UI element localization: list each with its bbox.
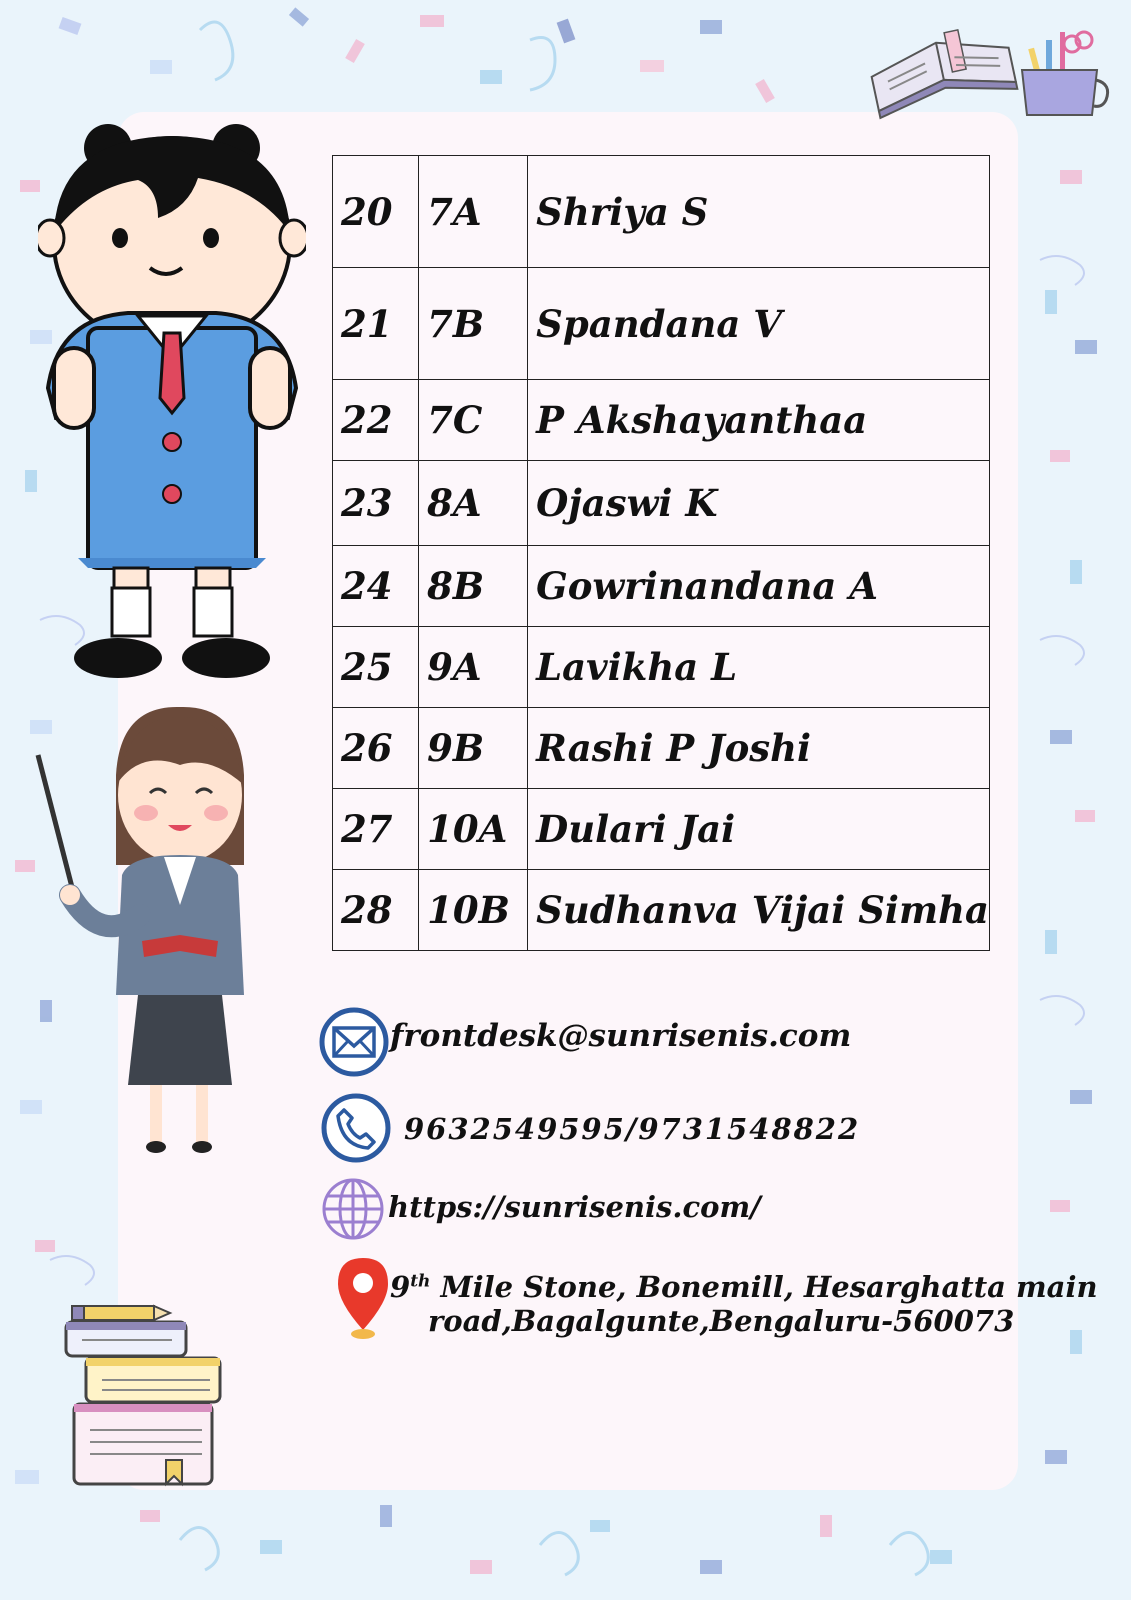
table-row [333,789,990,870]
class-cell: 7A [419,156,528,268]
address-ordinal-suffix: th [410,1271,431,1292]
table-row [333,156,990,268]
table-row [333,461,990,546]
address-line-1 [390,1270,1098,1304]
address-sup-number: 9 [390,1270,411,1304]
address-line-2: road,Bagalgunte,Bengaluru-560073 [428,1304,1015,1338]
student-name-cell: Sudhanva Vijai Simha [528,870,990,951]
schoolgirl-illustration [38,118,306,688]
student-name-cell: Rashi P Joshi [528,708,990,789]
student-name-cell: Shriya S [528,156,990,268]
address-line-1-text: Mile Stone, Bonemill, Hesarghatta main [430,1270,1098,1304]
class-cell: 10B [419,870,528,951]
roll-number-cell: 27 [333,789,419,870]
table-row [333,870,990,951]
roll-number-cell: 26 [333,708,419,789]
class-cell: 7C [419,380,528,461]
student-name-cell: Gowrinandana A [528,546,990,627]
table-row [333,546,990,627]
class-cell: 9A [419,627,528,708]
phone-numbers: 9632549595/9731548822 [404,1112,861,1146]
roll-number-cell: 22 [333,380,419,461]
roll-number-cell: 20 [333,156,419,268]
roll-number-cell: 21 [333,268,419,380]
book-and-pencil-cup-illustration [862,10,1112,120]
email-link[interactable]: frontdesk@sunrisenis.com [390,1018,852,1054]
table-row [333,627,990,708]
roll-number-cell: 25 [333,627,419,708]
website-link[interactable]: https://sunrisenis.com/ [388,1190,761,1224]
table-row [333,268,990,380]
student-name-cell: Lavikha L [528,627,990,708]
student-roster-table [332,155,990,951]
class-cell: 9B [419,708,528,789]
class-cell: 8B [419,546,528,627]
location-pin-icon [336,1256,390,1342]
roll-number-cell: 24 [333,546,419,627]
student-name-cell: P Akshayanthaa [528,380,990,461]
class-cell: 8A [419,461,528,546]
roll-number-cell: 28 [333,870,419,951]
student-name-cell: Ojaswi K [528,461,990,546]
table-row [333,708,990,789]
table-row [333,380,990,461]
student-name-cell: Spandana V [528,268,990,380]
book-stack-illustration [62,1300,232,1490]
globe-icon [320,1176,386,1242]
class-cell: 10A [419,789,528,870]
roll-number-cell: 23 [333,461,419,546]
phone-icon [320,1092,392,1164]
student-name-cell: Dulari Jai [528,789,990,870]
envelope-icon [318,1006,390,1078]
class-cell: 7B [419,268,528,380]
teacher-illustration [30,705,260,1175]
